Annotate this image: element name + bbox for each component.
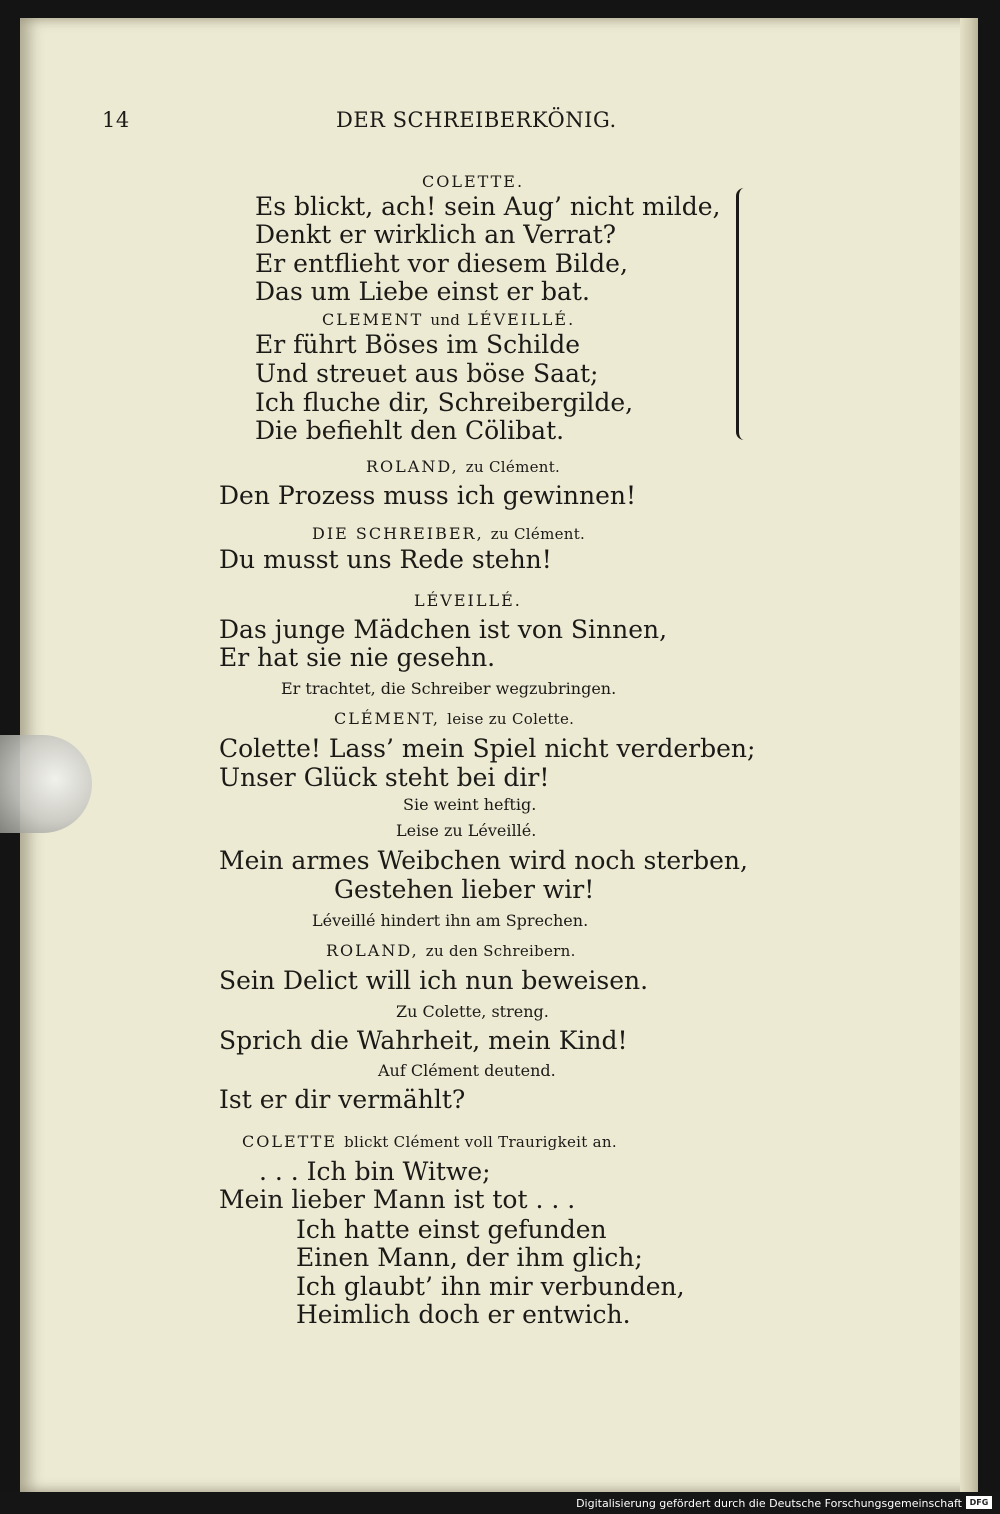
verse-line: Und streuet aus böse Saat;	[255, 359, 599, 388]
speaker-label	[322, 310, 575, 329]
speaker-note: blickt Clément voll Traurigkeit an.	[344, 1133, 617, 1151]
stage-direction: Leise zu Léveillé.	[396, 821, 537, 840]
stage-direction: Zu Colette, streng.	[396, 1002, 549, 1021]
speaker-label: COLETTE.	[422, 172, 525, 191]
verse-line: . . . Ich bin Witwe;	[259, 1157, 491, 1186]
verse-line: Sprich die Wahrheit, mein Kind!	[219, 1026, 628, 1055]
verse-line: Gestehen lieber wir!	[334, 875, 595, 904]
speaker-note: zu den Schreibern.	[425, 942, 576, 960]
verse-line: Ich hatte einst gefunden	[296, 1215, 607, 1244]
page-edge	[960, 18, 978, 1492]
verse-line: Es blickt, ach! sein Aug’ nicht milde,	[255, 192, 721, 221]
verse-line: Mein armes Weibchen wird noch sterben,	[219, 846, 748, 875]
speaker-name: CLÉMENT,	[334, 709, 441, 728]
stage-direction: Léveillé hindert ihn am Sprechen.	[312, 911, 589, 930]
verse-line: Mein lieber Mann ist tot . . .	[219, 1185, 576, 1214]
speaker-note: zu Clément.	[465, 458, 561, 476]
speaker-label	[312, 524, 585, 543]
verse-line: Ich fluche dir, Schreibergilde,	[255, 388, 634, 417]
speaker-note: zu Clément.	[490, 525, 586, 543]
verse-line: Du musst uns Rede stehn!	[219, 545, 552, 574]
footer-credit: Digitalisierung gefördert durch die Deutsche Forschungsgemeinschaft	[576, 1497, 962, 1510]
verse-line: Heimlich doch er entwich.	[296, 1300, 631, 1329]
verse-line: Das junge Mädchen ist von Sinnen,	[219, 615, 668, 644]
speaker-name: DIE SCHREIBER,	[312, 524, 484, 543]
verse-line: Ich glaubt’ ihn mir verbunden,	[296, 1272, 685, 1301]
verse-line: Denkt er wirklich an Verrat?	[255, 220, 617, 249]
verse-line: Einen Mann, der ihm glich;	[296, 1243, 643, 1272]
speaker-name: ROLAND,	[326, 941, 419, 960]
ensemble-bracket	[736, 188, 755, 440]
speaker-name: CLEMENT	[322, 310, 424, 329]
verse-line: Das um Liebe einst er bat.	[255, 277, 590, 306]
stage-direction: Er trachtet, die Schreiber wegzubringen.	[281, 679, 617, 698]
verse-line: Ist er dir vermählt?	[219, 1085, 466, 1114]
verse-line: Sein Delict will ich nun beweisen.	[219, 966, 649, 995]
verse-line: Den Prozess muss ich gewinnen!	[219, 481, 637, 510]
page-number: 14	[102, 108, 130, 132]
verse-line: Colette! Lass’ mein Spiel nicht verderben;	[219, 734, 756, 763]
speaker-name: COLETTE	[242, 1132, 337, 1151]
speaker-name: ROLAND,	[366, 457, 459, 476]
stage-direction: Sie weint heftig.	[403, 795, 537, 814]
stage-direction: Auf Clément deutend.	[378, 1061, 556, 1080]
running-title: DER SCHREIBERKÖNIG.	[336, 108, 617, 132]
verse-line: Er führt Böses im Schilde	[255, 330, 581, 359]
speaker-label: LÉVEILLÉ.	[414, 591, 522, 610]
dfg-logo: DFG	[966, 1496, 992, 1509]
speaker-label	[326, 941, 576, 960]
verse-line: Unser Glück steht bei dir!	[219, 763, 550, 792]
verse-line: Er hat sie nie gesehn.	[219, 643, 496, 672]
verse-line: Er entflieht vor diesem Bilde,	[255, 249, 628, 278]
speaker-name: LÉVEILLÉ.	[467, 310, 576, 329]
speaker-label	[334, 709, 574, 728]
speaker-label	[366, 457, 560, 476]
speaker-note: leise zu Colette.	[447, 710, 575, 728]
speaker-label	[242, 1132, 617, 1151]
speaker-note: und	[430, 311, 461, 329]
verse-line: Die befiehlt den Cölibat.	[255, 416, 565, 445]
